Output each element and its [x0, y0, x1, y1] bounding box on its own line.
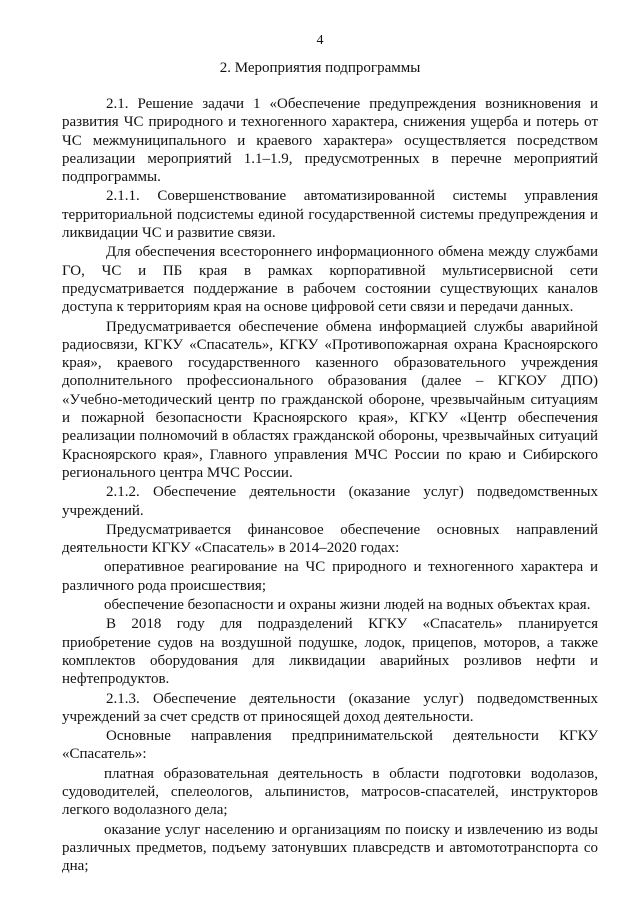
- paragraph-2-1-3: 2.1.3. Обеспечение деятельности (оказание услуг) подведомственных учреждений за счет средств от приносящей доход деятельности.: [62, 690, 598, 725]
- paragraph-radio-exchange: Предусматривается обеспечение обмена информацией службы аварийной радиосвязи, КГКУ «Спасатель», КГКУ «Противопожарная охрана Красноярского края», краевого государственного казенного образовательного учреждения дополнительного профессионального образования (далее – КГКОУ ДПО) «Учебно-методический центр по гражданской обороне, чрезвычайным ситуациям и пожарной безопасности Красноярского края», КГКУ «Центр обеспечения реализации полномочий в областях гражданской обороны, чрезвычайных ситуаций Красноярского края», Главного управления МЧС России по краю и Сибирского регионального центра МЧС России.: [62, 318, 598, 481]
- paragraph-business-directions: Основные направления предпринимательской деятельности КГКУ «Спасатель»:: [62, 728, 598, 763]
- section-title: 2. Мероприятия подпрограммы: [219, 60, 421, 76]
- list-item-response: оперативное реагирование на ЧС природного и техногенного характера и различного рода происшествия;: [62, 559, 598, 594]
- paragraph-financing: Предусматривается финансовое обеспечение основных направлений деятельности КГКУ «Спасатель» в 2014–2020 годах:: [62, 521, 598, 557]
- paragraph-2018-purchase: В 2018 году для подразделений КГКУ «Спасатель» планируется приобретение судов на воздушной подушке, лодок, прицепов, моторов, а также комплектов оборудования для ликвидации аварийных розливов нефти и нефтепродуктов.: [62, 616, 598, 688]
- paragraph-2-1: 2.1. Решение задачи 1 «Обеспечение предупреждения возникновения и развития ЧС природного и техногенного характера, снижения ущерба и потерь от ЧС межмуниципального и краевого характера» осуществляется посредством реализации мероприятий 1.1–1.9, предусмотренных в перечне мероприятий подпрограммы.: [62, 96, 598, 186]
- list-item-search-services: оказание услуг населению и организациям по поиску и извлечению из воды различных предметов, подъему затонувших плавсредств и автомототранспорта со дна;: [62, 821, 598, 875]
- page-number: 4: [316, 33, 324, 48]
- document-body: [62, 95, 598, 876]
- list-item-education: платная образовательная деятельность в области подготовки водолазов, судоводителей, спелеологов, альпинистов, матросов-спасателей, инструкторов легкого водолазного дела;: [62, 765, 598, 819]
- paragraph-2-1-1: 2.1.1. Совершенствование автоматизированной системы управления территориальной подсистемы единой государственной системы предупреждения и ликвидации ЧС и развитие связи.: [62, 188, 598, 242]
- paragraph-2-1-2: 2.1.2. Обеспечение деятельности (оказание услуг) подведомственных учреждений.: [62, 484, 598, 519]
- paragraph-info-exchange: Для обеспечения всестороннего информационного обмена между службами ГО, ЧС и ПБ края в рамках корпоративной мультисервисной сети предусматривается поддержание в рабочем состоянии существующих каналов доступа к территориям края на основе цифровой сети связи и передачи данных.: [62, 244, 598, 316]
- list-item-water-safety: обеспечение безопасности и охраны жизни людей на водных объектах края.: [104, 597, 591, 614]
